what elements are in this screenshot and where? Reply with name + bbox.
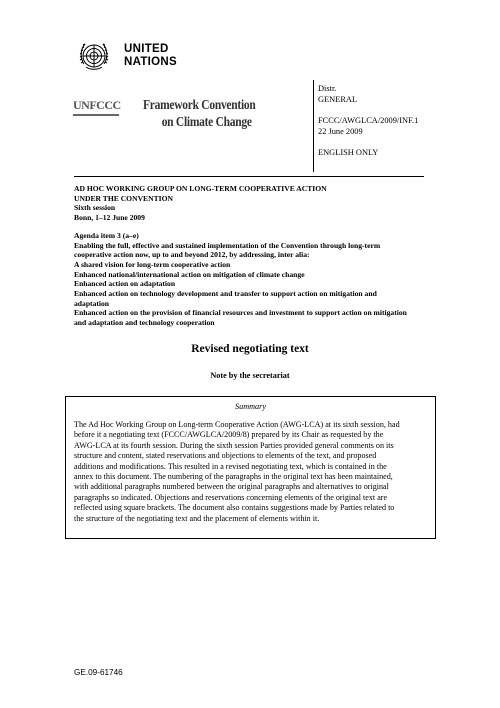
document-subtitle: Note by the secretariat — [210, 371, 290, 380]
unfccc-logo-text: UNFCCC — [73, 98, 121, 112]
summary-line: structure and content, stated reservations and objections to elements of the text, and proposed — [74, 451, 377, 461]
convention-title — [143, 96, 256, 130]
agenda-line: Enhanced national/international action on mitigation of climate change — [74, 269, 305, 279]
summary-line: with additional paragraphs numbered between the original paragraphs and alternatives to original — [74, 482, 389, 492]
meeting-body-line2: UNDER THE CONVENTION — [74, 193, 174, 203]
summary-line: annex to this document. The numbering of the paragraphs in the original text has been maintained, — [74, 472, 393, 482]
distribution-block — [318, 84, 418, 159]
agenda-line: cooperative action now, up to and beyond 2012, by addressing, inter alia: — [74, 250, 310, 260]
summary-line: reflected using square brackets. The document also contains suggestions made by Parties related to — [74, 503, 395, 513]
agenda-line: Enabling the full, effective and sustained implementation of the Convention through long-term — [74, 240, 381, 250]
language-note: ENGLISH ONLY — [318, 148, 379, 157]
summary-line: the structure of the negotiating text and the placement of elements within it. — [74, 513, 320, 523]
unfccc-logo — [73, 98, 121, 113]
agenda-line: Enhanced action on technology development and transfer to support action on mitigation and — [74, 289, 377, 299]
summary-text — [74, 420, 430, 524]
summary-heading: Summary — [235, 402, 266, 411]
meeting-info — [74, 184, 439, 328]
unfccc-logo-bar — [73, 114, 119, 116]
un-name — [124, 43, 177, 69]
convention-title-line1: Framework Convention — [143, 97, 256, 112]
convention-title-line2: on Climate Change — [161, 114, 252, 129]
job-number: GE.09-61746 — [74, 668, 123, 677]
document-symbol: FCCC/AWGLCA/2009/INF.1 — [318, 116, 419, 125]
agenda-item: Agenda item 3 (a–e) — [74, 230, 139, 240]
agenda-line: adaptation — [74, 298, 110, 308]
distr-label: Distr. — [318, 84, 337, 93]
summary-line: before it a negotiating text (FCCC/AWGLCA/2009/8) prepared by its Chair as requested by the — [74, 430, 384, 440]
document-title: Revised negotiating text — [191, 343, 309, 355]
agenda-line: Enhanced action on the provision of financial resources and investment to support action on mitigation — [74, 308, 407, 318]
summary-line: additions and modifications. This resulted in a revised negotiating text, which is contained in the — [74, 461, 387, 471]
summary-line: The Ad Hoc Working Group on Long-term Cooperative Action (AWG-LCA) at its sixth session, had — [74, 420, 400, 429]
distr-level: GENERAL — [318, 94, 358, 104]
agenda-line: A shared vision for long-term cooperative action — [74, 259, 231, 269]
agenda-line: Enhanced action on adaptation — [74, 279, 176, 289]
header-horizontal-divider — [74, 176, 424, 177]
agenda-line: and adaptation and technology cooperation — [74, 318, 215, 328]
un-name-line1: UNITED — [124, 43, 169, 55]
document-date: 22 June 2009 — [318, 126, 363, 136]
summary-line: AWG-LCA at its fourth session. During the sixth session Parties provided general comments on its — [74, 440, 394, 450]
un-emblem-icon — [74, 36, 114, 76]
summary-line: paragraphs so indicated. Objections and reservations concerning elements of the original text are — [74, 492, 388, 502]
meeting-session: Sixth session — [74, 203, 116, 213]
un-name-line2: NATIONS — [124, 56, 177, 68]
meeting-place-date: Bonn, 1–12 June 2009 — [74, 213, 145, 223]
header-vertical-divider — [313, 80, 314, 172]
meeting-body-line1: AD HOC WORKING GROUP ON LONG-TERM COOPERATIVE ACTION — [74, 184, 327, 193]
